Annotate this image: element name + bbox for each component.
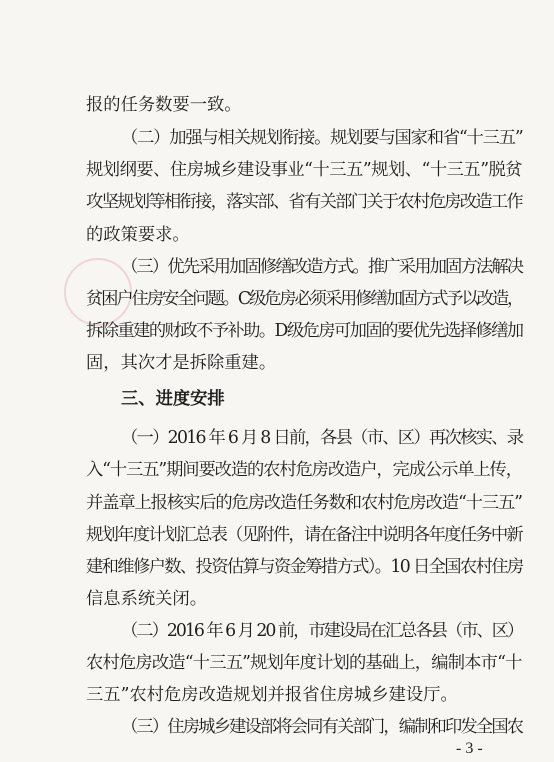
text-line-7: 贫困户住房安全问题。C级危房必须采用修缮加固方式予以改造， [86,289,523,309]
section-heading: 三、进度安排 [121,389,225,409]
text-line-11: （一）2016 年 6 月 8 日前，各县（市、区）再次核实、录 [121,428,523,448]
text-line-13: 并盖章上报核实后的危房改造任务数和农村危房改造“十三五” [86,493,522,513]
text-line-20: （三）住房城乡建设部将会同有关部门，编制和印发全国农 [121,717,523,737]
text-line-1: 报的任务数要一致。 [86,95,242,115]
page-number: - 3 - [456,740,483,757]
text-line-9: 固，其次才是拆除重建。 [86,353,277,373]
text-line-12: 入“十三五”期间要改造的农村危房改造户，完成公示单上传， [86,460,522,480]
text-line-16: 信息系统关闭。 [86,589,207,609]
text-line-4: 攻坚规划等相衔接，落实部、省有关部门关于农村危房改造工作 [86,192,522,212]
text-line-17: （二）2016 年 6 月 20 前，市建设局在汇总各县（市、区） [121,621,523,641]
text-line-15: 建和维修户数、投资估算与资金筹措方式）。10 日全国农村住房 [86,557,523,577]
text-line-8: 拆除重建的财政不予补助。D级危房可加固的要优先选择修缮加 [86,321,523,341]
text-line-14: 规划年度计划汇总表（见附件，请在备注中说明各年度任务中新 [86,525,522,545]
text-line-18: 农村危房改造“十三五”规划年度计划的基础上，编制本市“十 [86,653,522,673]
text-line-2: （二）加强与相关规划衔接。规划要与国家和省“十三五” [121,128,523,148]
text-line-3: 规划纲要、住房城乡建设事业“十三五”规划、“十三五”脱贫 [86,160,523,180]
text-line-19: 三五”农村危房改造规划并报省住房城乡建设厅。 [86,685,458,705]
text-line-5: 的政策要求。 [86,225,190,245]
text-line-6: （三）优先采用加固修缮改造方式。推广采用加固方法解决 [121,257,523,277]
